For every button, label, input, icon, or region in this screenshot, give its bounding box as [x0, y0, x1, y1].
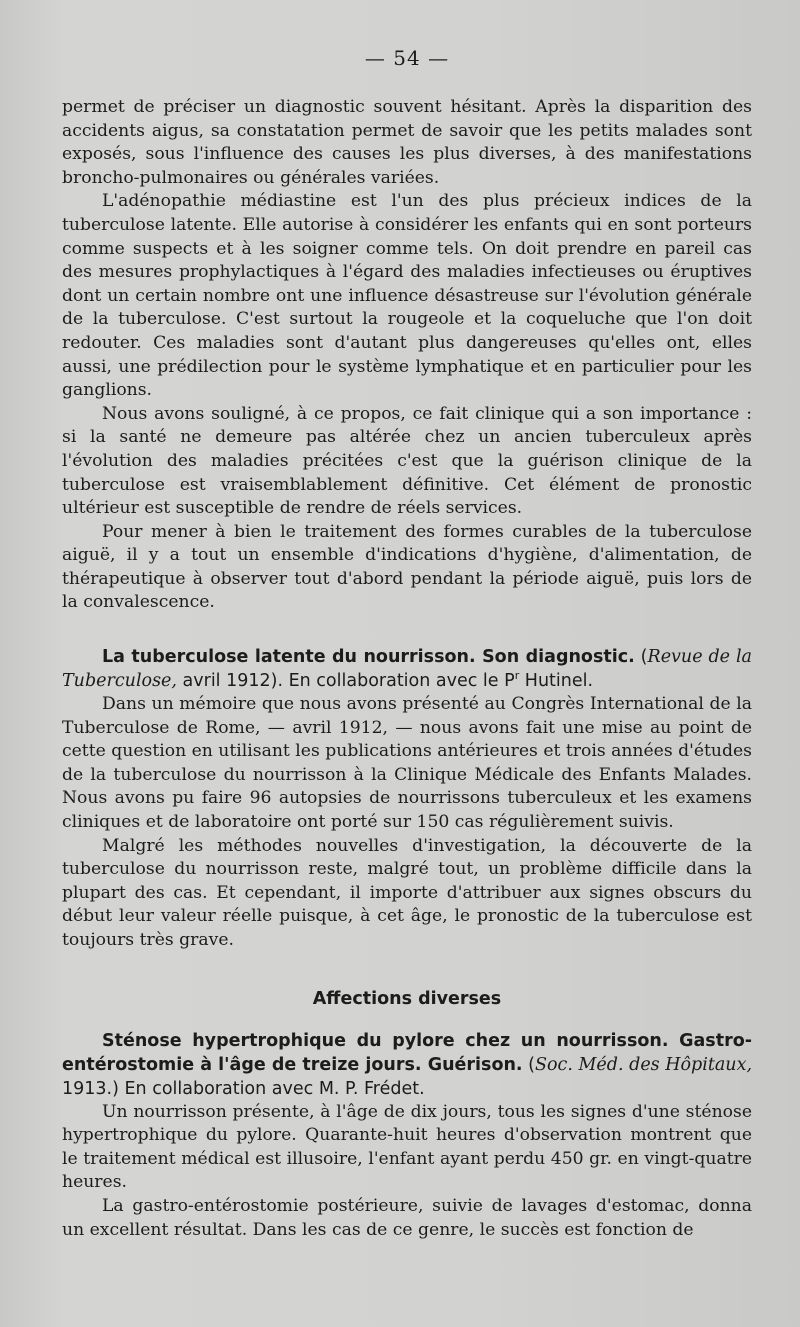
entry-source: Soc. Méd. des Hôpitaux, [535, 1054, 753, 1075]
entry-heading-tuberculose-latente [62, 645, 752, 693]
entry-source-open: ( [634, 647, 648, 668]
entry-date: avril 1912). En collaboration avec le P [176, 671, 515, 692]
entry-author: Hutinel. [519, 671, 594, 692]
entry1-paragraph-1: Dans un mémoire que nous avons présenté au Congrès International de la Tuberculose de Rome, — avril 1912, — nous avons fait une mise au point de cette question en utilisant les publications antérieures et trois années d'études de la tuberculose du nourrisson à la Clinique Médicale des Enfants Malades. Nous avons pu faire 96 autopsies de nourrissons tuberculeux et les examens cliniques et de laboratoire ont porté sur 150 cas régulièrement suivis. [62, 694, 752, 833]
page-number: — 54 — [364, 46, 450, 70]
entry-title: Sténose hypertrophique du pylore chez un nourrisson. Gastro-entérostomie à l'âge de treize jours. Guérison. [62, 1030, 752, 1075]
entry-source: Revue de la Tuberculose, [62, 647, 752, 692]
intro-paragraph-1: permet de préciser un diagnostic souvent hésitant. Après la disparition des accidents aigus, sa constatation permet de savoir que les petits malades sont exposés, sous l'influence des causes les plus diverses, à des manifestations broncho-pulmonaires ou générales variées. [62, 97, 752, 188]
intro-paragraph-3: Nous avons souligné, à ce propos, ce fait clinique qui a son importance : si la santé ne demeure pas altérée chez un ancien tuberculeux après l'évolution des maladies précitées c'est que la guérison clinique de la tuberculose est vraisemblablement définitive. Cet élément de pronostic ultérieur est susceptible de rendre de réels services. [62, 403, 752, 519]
entry-heading-stenose-pylore [62, 1029, 752, 1101]
entry2-paragraph-2: La gastro-entérostomie postérieure, suivie de lavages d'estomac, donna un excellent résultat. Dans les cas de ce genre, le succès est fonction de [62, 1195, 752, 1240]
entry-superscript: r [514, 669, 520, 683]
entry1-paragraph-2: Malgré les méthodes nouvelles d'investigation, la découverte de la tuberculose du nourrisson reste, malgré tout, un problème difficile dans la plupart des cas. Et cependant, il importe d'attribuer aux signes obscurs du début leur valeur réelle puisque, à cet âge, le pronostic de la tuberculose est toujours très grave. [62, 835, 752, 950]
entry-title: La tuberculose latente du nourrisson. Son diagnostic. [102, 647, 635, 668]
intro-paragraph-4: Pour mener à bien le traitement des formes curables de la tuberculose aiguë, il y a tout un ensemble d'indications d'hygiène, d'alimentation, de thérapeutique à observer tout d'abord pendant la période aiguë, puis lors de la convalescence. [62, 521, 752, 613]
entry-source-open: ( [522, 1054, 535, 1075]
intro-paragraph-2: L'adénopathie médiastine est l'un des plus précieux indices de la tuberculose latente. Elle autorise à considérer les enfants qui en sont porteurs comme suspects et à les soigner comme tels. On doit prendre en pareil cas des mesures prophylactiques à l'égard des maladies infectieuses ou éruptives dont un certain nombre ont une influence désastreuse sur l'évolution générale de la tuberculose. C'est surtout la rougeole et la coqueluche que l'on doit redouter. Ces maladies sont d'autant plus dangereuses qu'elles ont, elles aussi, une prédilection pour le système lymphatique et en particulier pour les ganglions. [62, 191, 752, 401]
entry2-paragraph-1: Un nourrisson présente, à l'âge de dix jours, tous les signes d'une sténose hypertrophique du pylore. Quarante-huit heures d'observation montrent que le traitement médical est illusoire, l'enfant ayant perdu 450 gr. en vingt-quatre heures. [62, 1101, 752, 1193]
section-title: Affections diverses [312, 988, 502, 1009]
entry-date: 1913.) En collaboration avec M. P. Frédet. [62, 1078, 425, 1099]
